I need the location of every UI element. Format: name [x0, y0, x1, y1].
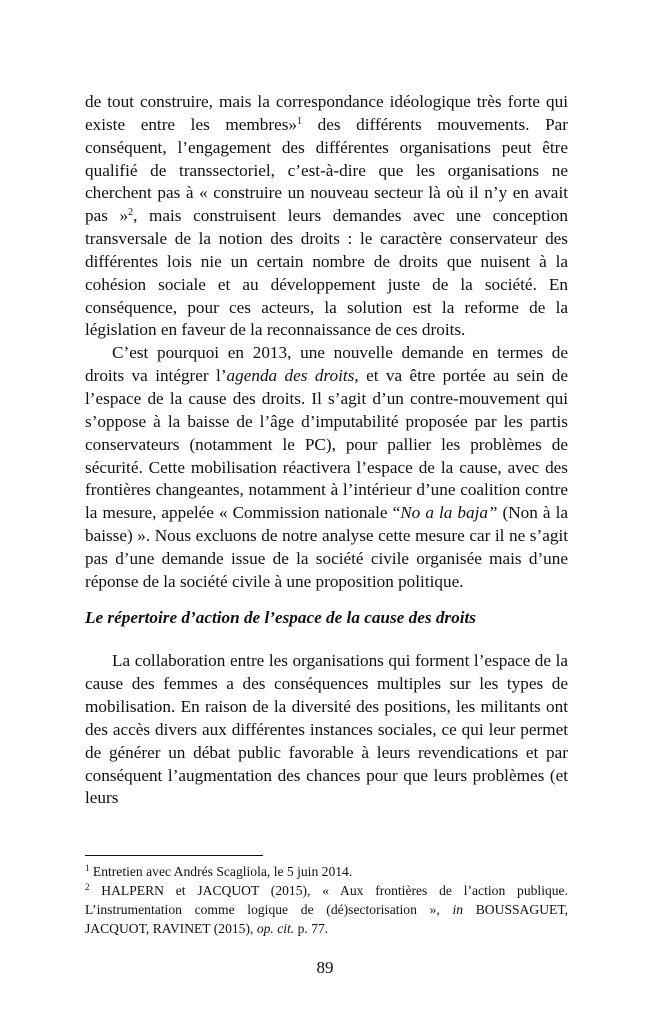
paragraph-2: C’est pourquoi en 2013, une nouvelle demande en termes de droits va intégrer l’agenda des droits, et va être portée au sein de l’espace de la cause des droits. Il s’agit d’un contre-mouvement qui s’oppose à la baisse de l’âge d’imputabilité proposée par les partis conservateurs (notamment le PC), pour pallier les problèmes de sécurité. Cette mobilisation réactivera l’espace de la cause, avec des frontières changeantes, notamment à l’intérieur d’une coalition contre la mesure, appelée « Commission nationale “No a la baja” (Non à la baisse) ». Nous excluons de notre analyse cette mesure car il ne s’agit pas d’une demande issue de la société civile organisée mais d’une réponse de la société civile à une proposition politique.: [85, 343, 568, 591]
footnote-ref-2[interactable]: 2: [128, 207, 134, 219]
section-heading: Le répertoire d’action de l’espace de la cause des droits: [85, 607, 476, 627]
footnote-ref-1[interactable]: 1: [297, 115, 302, 127]
body-text: [85, 91, 568, 810]
paragraph-3: La collaboration entre les organisations qui forment l’espace de la cause des femmes a des conséquences multiples sur les types de mobilisation. En raison de la diversité des positions, les militants ont des accès divers aux différentes instances sociales, ce qui leur permet de générer un débat public favorable à leurs revendications et par conséquent l’augmentation des chances pour que leurs problèmes (et leurs: [85, 651, 568, 808]
footnote-2: $^2$ HALPERN et JACQUOT (2015), « Aux frontières de l’action publique. L’instrumentation comme logique de (dé)sectorisation », in BOUSSAGUET, JACQUOT, RAVINET (2015), op. cit. p. 77.: [85, 882, 569, 936]
italic-agenda-des-droits: agenda des droits: [226, 366, 355, 386]
page-number: 89: [316, 958, 334, 977]
footnote-separator: [85, 855, 263, 856]
footnotes-section: [85, 855, 568, 938]
italic-no-a-la-baja: No a la baja”: [400, 503, 498, 523]
footnote-1: $^1$ Entretien avec Andrés Scagliola, le 5 juin 2014.: [85, 863, 353, 879]
paragraph-1: de tout construire, mais la correspondance idéologique très forte qui existe entre les membres»$^1$ des différents mouvements. Par conséquent, l’engagement des différentes organisations peut être qualifié de transsectoriel, c’est-à-dire que les organisations ne cherchent pas à « construire un nouveau secteur là où il n’y en avait pas »$^2$, mais construisent leurs demandes avec une conception transversale de la notion des droits : le caractère conservateur des différentes lois nie un certain nombre de droits que nuisent à la cohésion sociale et au développement juste de la société. En conséquence, pour ces acteurs, la solution est la reforme de la législation en faveur de la reconnaissance de ces droits.: [85, 92, 568, 340]
